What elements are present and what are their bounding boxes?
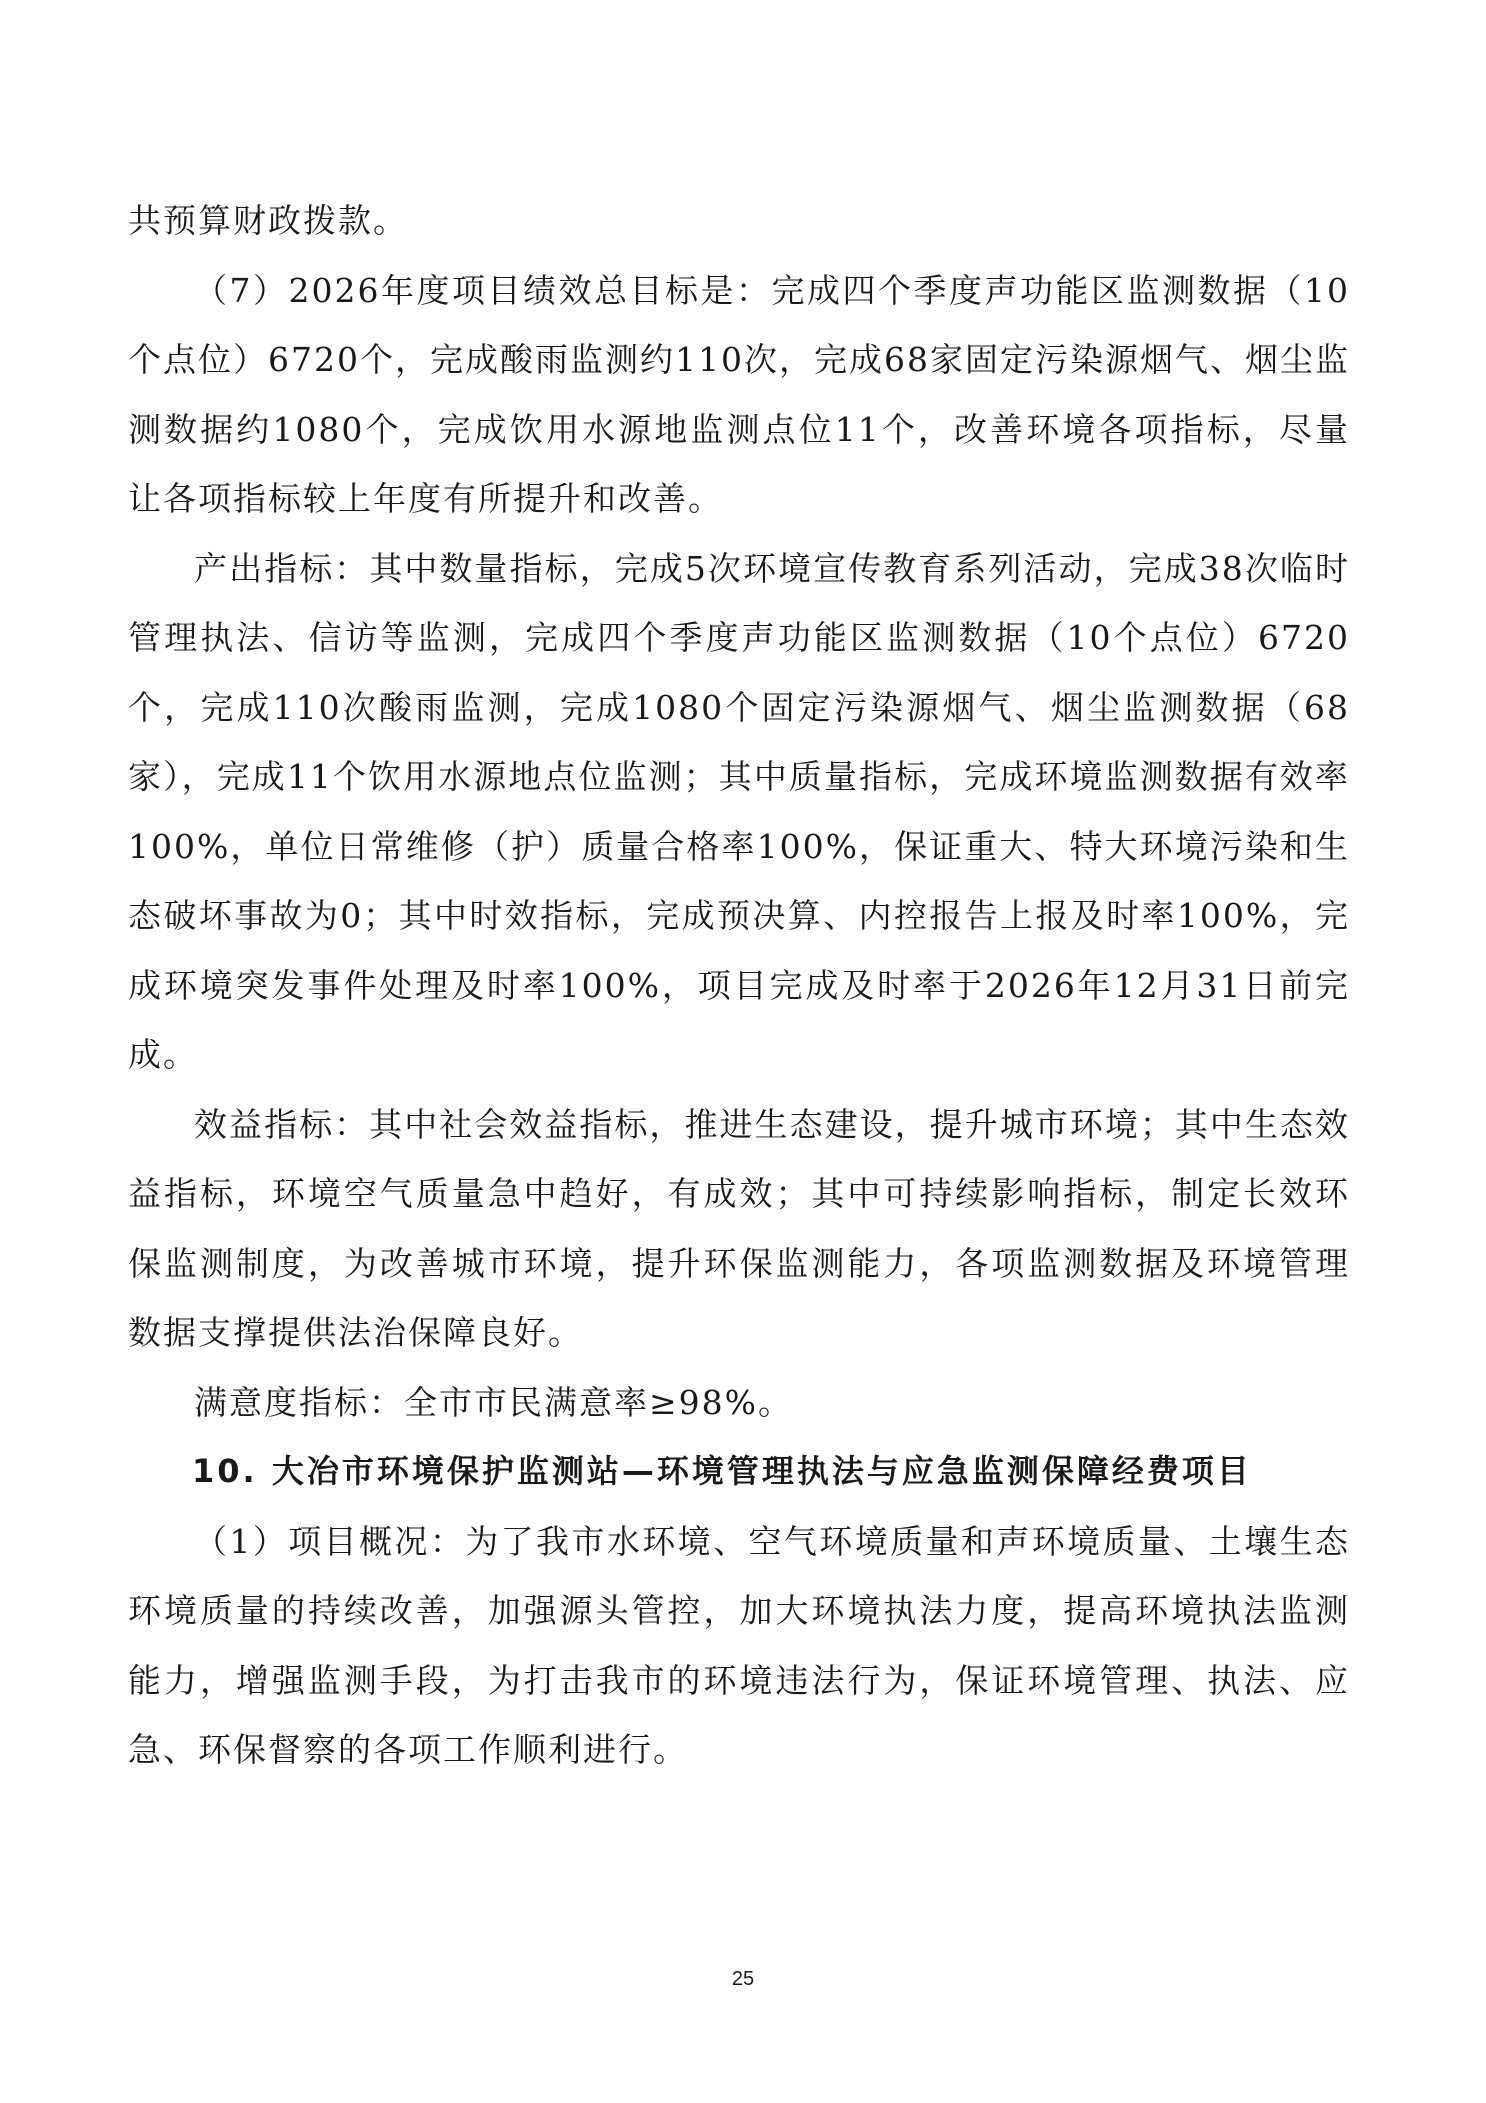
paragraph-benefit-indicators: 效益指标：其中社会效益指标，推进生态建设，提升城市环境；其中生态效益指标，环境空气质量急中趋好，有成效；其中可持续影响指标，制定长效环保监测制度，为改善城市环境，提升环保监测能力，各项监测数据及环境管理数据支撑提供法治保障良好。 <box>128 1104 1350 1352</box>
paragraph-project-overview: （1）项目概况：为了我市水环境、空气环境质量和声环境质量、土壤生态环境质量的持续改善，加强源头管控，加大环境执法力度，提高环境执法监测能力，增强监测手段，为打击我市的环境违法行为，保证环境管理、执法、应急、环保督察的各项工作顺利进行。 <box>128 1521 1350 1769</box>
section-heading: 10. 大冶市环境保护监测站—环境管理执法与应急监测保障经费项目 <box>192 1452 1252 1490</box>
paragraph-satisfaction-indicators: 满意度指标：全市市民满意率≥98%。 <box>194 1382 793 1422</box>
paragraph-output-indicators: 产出指标：其中数量指标，完成5次环境宣传教育系列活动，完成38次临时管理执法、信访等监测，完成四个季度声功能区监测数据（10个点位）6720个，完成110次酸雨监测，完成1080个固定污染源烟气、烟尘监测数据（68家），完成11个饮用水源地点位监测；其中质量指标，完成环境监测数据有效率100%，单位日常维修（护）质量合格率100%，保证重大、特大环境污染和生态破坏事故为0；其中时效指标，完成预决算、内控报告上报及时率100%，完成环境突发事件处理及时率100%，项目完成及时率于2026年12月31日前完成。 <box>128 548 1350 1074</box>
body-text <box>128 186 1350 1785</box>
paragraph-continuation: 共预算财政拨款。 <box>128 201 408 240</box>
paragraph-performance-goal: （7）2026年度项目绩效总目标是：完成四个季度声功能区监测数据（10个点位）6720个，完成酸雨监测约110次，完成68家固定污染源烟气、烟尘监测数据约1080个，完成饮用水源地监测点位11个，改善环境各项指标，尽量让各项指标较上年度有所提升和改善。 <box>128 270 1350 518</box>
page-number: 25 <box>731 1968 755 1990</box>
